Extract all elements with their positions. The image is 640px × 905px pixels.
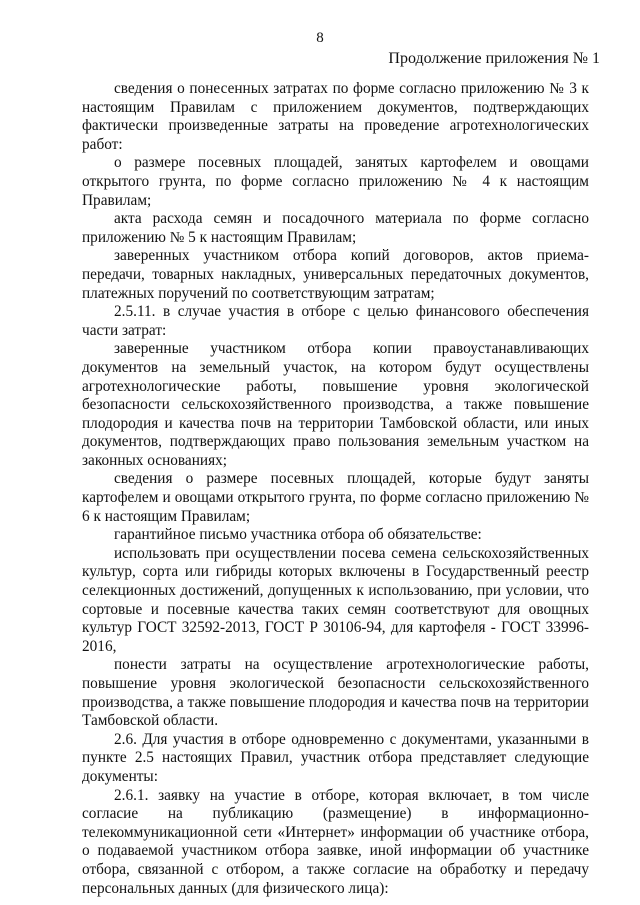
paragraph: акта расхода семян и посадочного материала по форме согласно приложению № 5 к настоящим Правилам; — [82, 210, 589, 246]
paragraph: сведения о размере посевных площадей, которые будут заняты картофелем и овощами открытого грунта, по форме согласно приложению № 6 к настоящим Правилам; — [82, 470, 589, 525]
paragraph: 2.5.11. в случае участия в отборе с целью финансового обеспечения части затрат: — [82, 303, 589, 339]
paragraph: заверенные участником отбора копии правоустанавливающих документов на земельный участок, на котором будут осуществлены агротехнологические работы, повышение уровня экологической безопасности сельскохозяйственного производства, а также повышение плодородия и качества почв на территории Тамбовской области, или иных документов, подтверждающих право пользования земельным участком на законных основаниях; — [82, 340, 589, 469]
continuation-header: Продолжение приложения № 1 — [388, 50, 600, 67]
paragraph: гарантийное письмо участника отбора об обязательстве: — [114, 526, 482, 544]
paragraph: о размере посевных площадей, занятых картофелем и овощами открытого грунта, по форме согласно приложению № 4 к настоящим Правилам; — [82, 154, 589, 209]
paragraph: 2.6. Для участия в отборе одновременно с документами, указанными в пункте 2.5 настоящих Правил, участник отбора представляет следующие документы: — [82, 730, 589, 785]
paragraph: сведения о понесенных затратах по форме согласно приложению № 3 к настоящим Правилам с приложением документов, подтверждающих фактически произведенные затраты на проведение агротехнологических работ: — [82, 80, 589, 153]
document-body — [82, 80, 589, 898]
paragraph: понести затраты на осуществление агротехнологические работы, повышение уровня экологической безопасности сельскохозяйственного производства, а также повышение плодородия и качества почв на территории Тамбовской области. — [82, 656, 589, 730]
paragraph: использовать при осуществлении посева семена сельскохозяйственных культур, сорта или гибриды которых включены в Государственный реестр селекционных достижений, допущенных к использованию, при условии, что сортовые и посевные качества таких семян соответствуют для овощных культур ГОСТ 32592-2013, ГОСТ Р 30106-94, для картофеля - ГОСТ 33996-2016, — [82, 544, 589, 655]
paragraph: 2.6.1. заявку на участие в отборе, которая включает, в том числе согласие на публикацию (размещение) в информационно-телекоммуникационной сети «Интернет» информации об участнике отбора, о подаваемой участником отбора заявке, иной информации об участнике отбора, связанной с отбором, а также согласие на обработку и передачу персональных данных (для физического лица): — [82, 786, 589, 897]
page-number: 8 — [316, 30, 324, 46]
paragraph: заверенных участником отбора копий договоров, актов приема-передачи, товарных накладных, универсальных передаточных документов, платежных поручений по соответствующим затратам; — [82, 247, 589, 302]
